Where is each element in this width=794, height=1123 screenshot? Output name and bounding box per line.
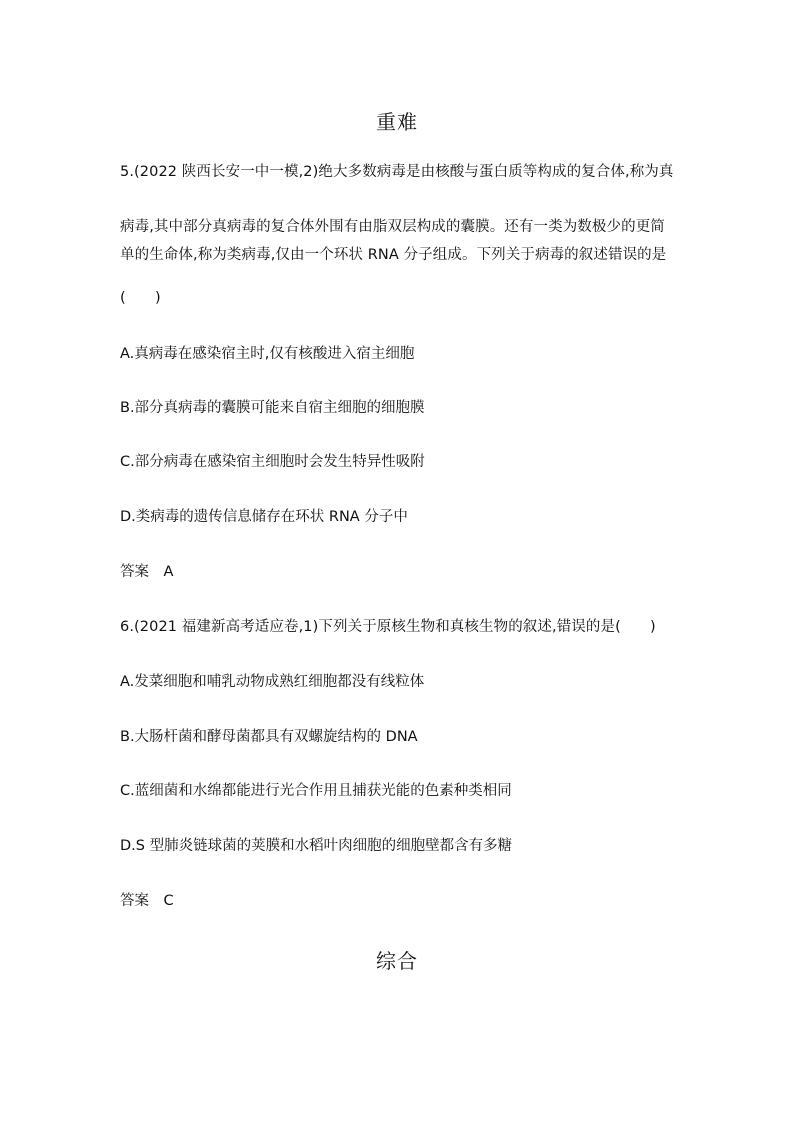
question-5-stem-line-2: 病毒,其中部分真病毒的复合体外围有由脂双层构成的囊膜。还有一类为数极少的更简 — [120, 219, 665, 235]
question-5-option-c: C.部分病毒在感染宿主细胞时会发生特异性吸附 — [120, 454, 425, 470]
question-5-stem-line-1: 5.(2022 陕西长安一中一模,2)绝大多数病毒是由核酸与蛋白质等构成的复合体,称为真 — [120, 164, 674, 180]
question-5-option-d: D.类病毒的遗传信息储存在环状 RNA 分子中 — [120, 509, 408, 525]
section-title-zonghe: 综合 — [376, 949, 418, 973]
question-6-option-b: B.大肠杆菌和酵母菌都具有双螺旋结构的 DNA — [120, 729, 418, 745]
question-5-answer-bracket: ( ) — [120, 290, 161, 306]
question-5-option-b: B.部分真病毒的囊膜可能来自宿主细胞的细胞膜 — [120, 400, 425, 416]
question-5-option-a: A.真病毒在感染宿主时,仅有核酸进入宿主细胞 — [120, 346, 415, 362]
section-title-zhongnan: 重难 — [376, 110, 418, 134]
question-5-answer: 答案 A — [120, 564, 174, 580]
question-6-option-d: D.S 型肺炎链球菌的荚膜和水稻叶肉细胞的细胞壁都含有多糖 — [120, 838, 513, 854]
question-6-option-a: A.发菜细胞和哺乳动物成熟红细胞都没有线粒体 — [120, 674, 425, 690]
question-6-stem: 6.(2021 福建新高考适应卷,1)下列关于原核生物和真核生物的叙述,错误的是( ) — [120, 619, 656, 635]
question-5-stem-line-3: 单的生命体,称为类病毒,仅由一个环状 RNA 分子组成。下列关于病毒的叙述错误的是 — [120, 247, 667, 263]
question-6-option-c: C.蓝细菌和水绵都能进行光合作用且捕获光能的色素种类相同 — [120, 783, 512, 799]
question-6-answer: 答案 C — [120, 893, 174, 909]
